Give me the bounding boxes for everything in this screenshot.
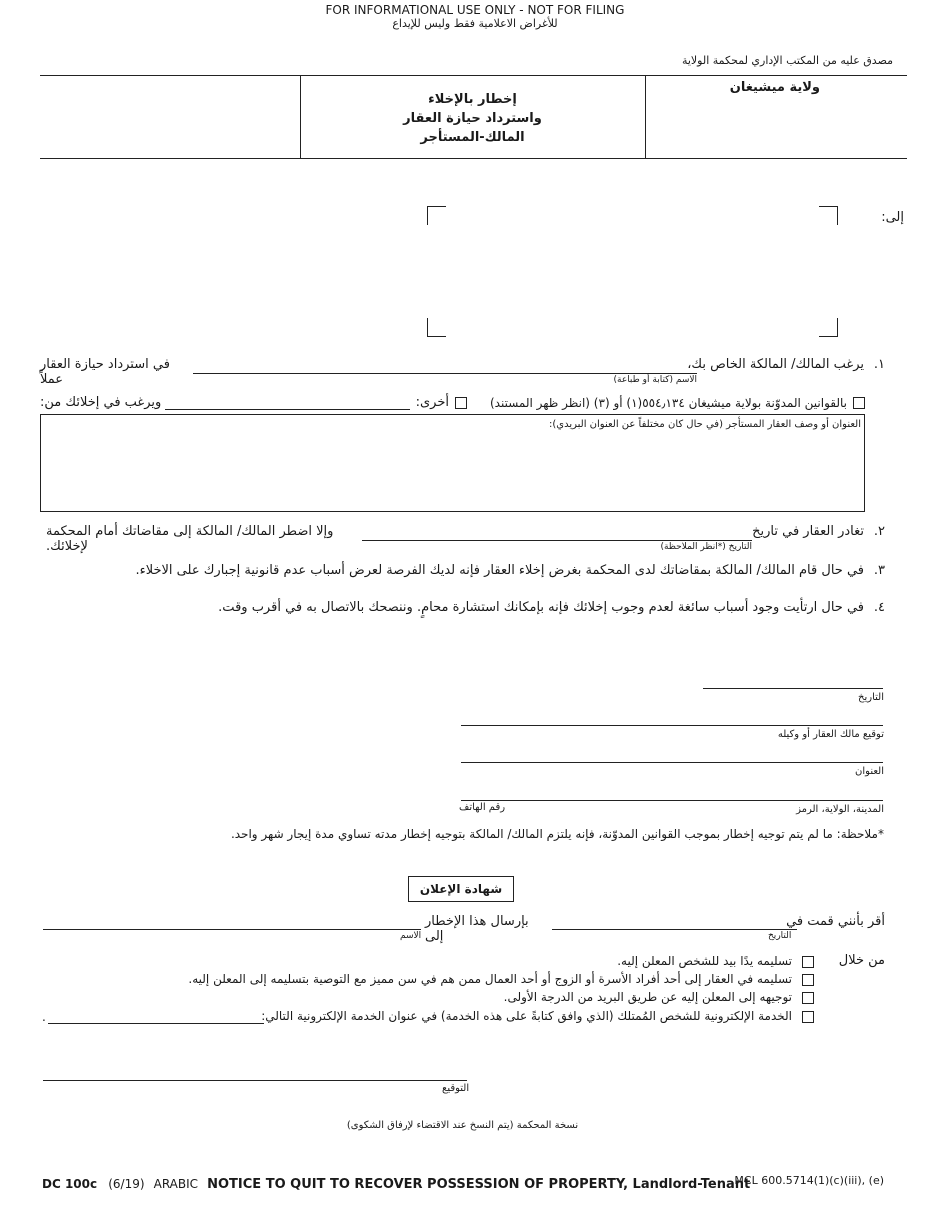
server-signature-field[interactable] bbox=[43, 1080, 467, 1081]
service-option-1-checkbox[interactable] bbox=[802, 956, 814, 968]
address-window-bottom-right bbox=[819, 318, 838, 337]
law-checkbox[interactable] bbox=[853, 397, 865, 409]
address-field[interactable] bbox=[461, 762, 883, 763]
service-option-2-checkbox[interactable] bbox=[802, 974, 814, 986]
property-description-label: العنوان أو وصف العقار المستأجر (في حال كان مختلفاً عن العنوان البريدي): bbox=[548, 419, 861, 430]
form-title-line-1: إخطار بالإخلاء bbox=[428, 92, 517, 107]
electronic-service-address-field[interactable] bbox=[48, 1023, 264, 1024]
informational-notice-ar: للأغراض الاعلامية فقط وليس للإيداع bbox=[392, 17, 558, 30]
city-state-zip-label: المدينة، الولاية، الرمز bbox=[796, 804, 884, 815]
note-text: *ملاحظة: ما لم يتم توجيه إخطار بموجب القوانين المدوّنة، فإنه يلتزم المالك/ المالكة بتوجيه إخطار مدته تساوي مدة إيجار شهر واحد. bbox=[230, 827, 884, 841]
item-3-number: ٣. bbox=[873, 563, 885, 578]
address-window-top-left bbox=[427, 206, 446, 225]
form-title-en: NOTICE TO QUIT TO RECOVER POSSESSION OF PROPERTY, Landlord-Tenant bbox=[207, 1177, 751, 1192]
service-option-4-label: الخدمة الإلكترونية للشخص المُمتلك (الذي وافق كتابةً على هذه الخدمة) في عنوان الخدمة الإلكترونية التالي: bbox=[261, 1009, 792, 1023]
form-revision: (6/19) bbox=[108, 1177, 145, 1191]
other-checkbox[interactable] bbox=[455, 397, 467, 409]
service-option-1-label: تسليمه يدًا بيد للشخص المعلن إليه. bbox=[617, 954, 792, 968]
owner-signature-label: توقيع مالك العقار أو وكيله bbox=[777, 729, 884, 740]
form-title-block bbox=[300, 90, 645, 147]
item-1-number: ١. bbox=[873, 357, 885, 372]
item-1-text-start: يرغب المالك/ المالكة الخاص بك، bbox=[687, 357, 864, 372]
owner-signature-field[interactable] bbox=[461, 725, 883, 726]
item-2-text-start: تغادر العقار في تاريخ bbox=[752, 524, 864, 539]
address-label: العنوان bbox=[855, 766, 884, 777]
service-option-3-checkbox[interactable] bbox=[802, 992, 814, 1004]
recipient-address-area[interactable] bbox=[445, 224, 817, 316]
city-state-zip-field[interactable] bbox=[461, 800, 883, 801]
send-text: بإرسال هذا الإخطار إلى bbox=[425, 914, 529, 944]
form-title-line-2: واسترداد حيازة العقار bbox=[403, 111, 542, 126]
service-option-3-label: توجيهه إلى المعلن إليه عن طريق البريد من الدرجة الأولى. bbox=[503, 990, 792, 1004]
title-top-rule bbox=[40, 75, 907, 76]
item-2-text-end: وإلا اضطر المالك/ المالكة إلى مقاضاتك أمام المحكمة لإخلائك. bbox=[46, 524, 334, 554]
other-reason-field[interactable] bbox=[165, 409, 410, 410]
statute-reference: MCL 600.5714(1)(c)(iii), (e) bbox=[734, 1174, 884, 1187]
to-label: إلى: bbox=[881, 210, 904, 225]
state-name: ولاية ميشيغان bbox=[729, 80, 820, 95]
item-2-number: ٢. bbox=[873, 524, 885, 539]
service-option-2-label: تسليمه في العقار إلى أحد أفراد الأسرة أو الزوج أو أحد العمال ممن هم في سن مميز مع التوصية بتسليمه إلى المعلن إليه. bbox=[188, 972, 792, 986]
date-signature-field[interactable] bbox=[703, 688, 883, 689]
informational-notice-en: FOR INFORMATIONAL USE ONLY - NOT FOR FILING bbox=[325, 3, 625, 17]
landlord-name-caption: الاسم (كتابة أو طباعة) bbox=[613, 375, 697, 385]
other-option-label: أخرى: bbox=[415, 395, 449, 410]
footer-form-line bbox=[42, 1173, 750, 1192]
title-bottom-rule bbox=[40, 158, 907, 159]
certificate-title: شهادة الإعلان bbox=[408, 876, 514, 902]
form-title-line-3: المالك-المستأجر bbox=[420, 130, 525, 145]
evict-from-label: ويرغب في إخلائك من: bbox=[40, 395, 162, 410]
recipient-name-field[interactable] bbox=[43, 929, 421, 930]
court-copy-note: نسخة المحكمة (يتم النسخ عند الاقتضاء لإرفاق الشكوى) bbox=[346, 1120, 579, 1131]
move-out-date-field[interactable] bbox=[362, 540, 752, 541]
item-4-number: ٤. bbox=[873, 600, 885, 615]
date-signature-label: التاريخ bbox=[858, 692, 884, 703]
electronic-service-period: . bbox=[42, 1010, 46, 1024]
form-language: ARABIC bbox=[153, 1177, 199, 1191]
item-4-text: في حال ارتأيت وجود أسباب سائغة لعدم وجوب إخلائك فإنه بإمكانك استشارة محامٍ. وننصحك بالاتصال به في أقرب وقت. bbox=[218, 600, 864, 615]
via-label: من خلال bbox=[838, 953, 885, 968]
server-signature-label: التوقيع bbox=[442, 1083, 470, 1094]
form-code: DC 100c bbox=[42, 1177, 98, 1191]
service-date-caption: التاريخ bbox=[768, 931, 792, 941]
title-divider-right bbox=[645, 76, 646, 158]
landlord-name-field[interactable] bbox=[193, 373, 697, 374]
item-3-text: في حال قام المالك/ المالكة بمقاضاتك لدى المحكمة بغرض إخلاء العقار فإنه لديك الفرصة لعرض أسباب عدم قانونية إجبارك على الاخلاء. bbox=[135, 563, 864, 578]
address-window-top-right bbox=[819, 206, 838, 225]
service-option-4-checkbox[interactable] bbox=[802, 1011, 814, 1023]
address-window-bottom-left bbox=[427, 318, 446, 337]
law-option-label: بالقوانين المدوّنة بولاية ميشيغان ٥٥٤٫١٣٤(١) أو (٣) (انظر ظهر المستند) bbox=[489, 396, 847, 410]
recipient-name-caption: الاسم bbox=[400, 931, 422, 941]
property-description-box[interactable] bbox=[40, 414, 865, 512]
service-date-field[interactable] bbox=[552, 929, 797, 930]
move-out-date-caption: التاريخ (*انظر الملاحظة) bbox=[660, 542, 752, 552]
certify-start: أقر بأنني قمت في bbox=[786, 914, 885, 929]
phone-label: رقم الهاتف bbox=[459, 802, 506, 813]
approved-by: مصدق عليه من المكتب الإداري لمحكمة الولاية bbox=[681, 54, 893, 67]
item-1-text-end: في استرداد حيازة العقار عملاً bbox=[40, 357, 170, 387]
